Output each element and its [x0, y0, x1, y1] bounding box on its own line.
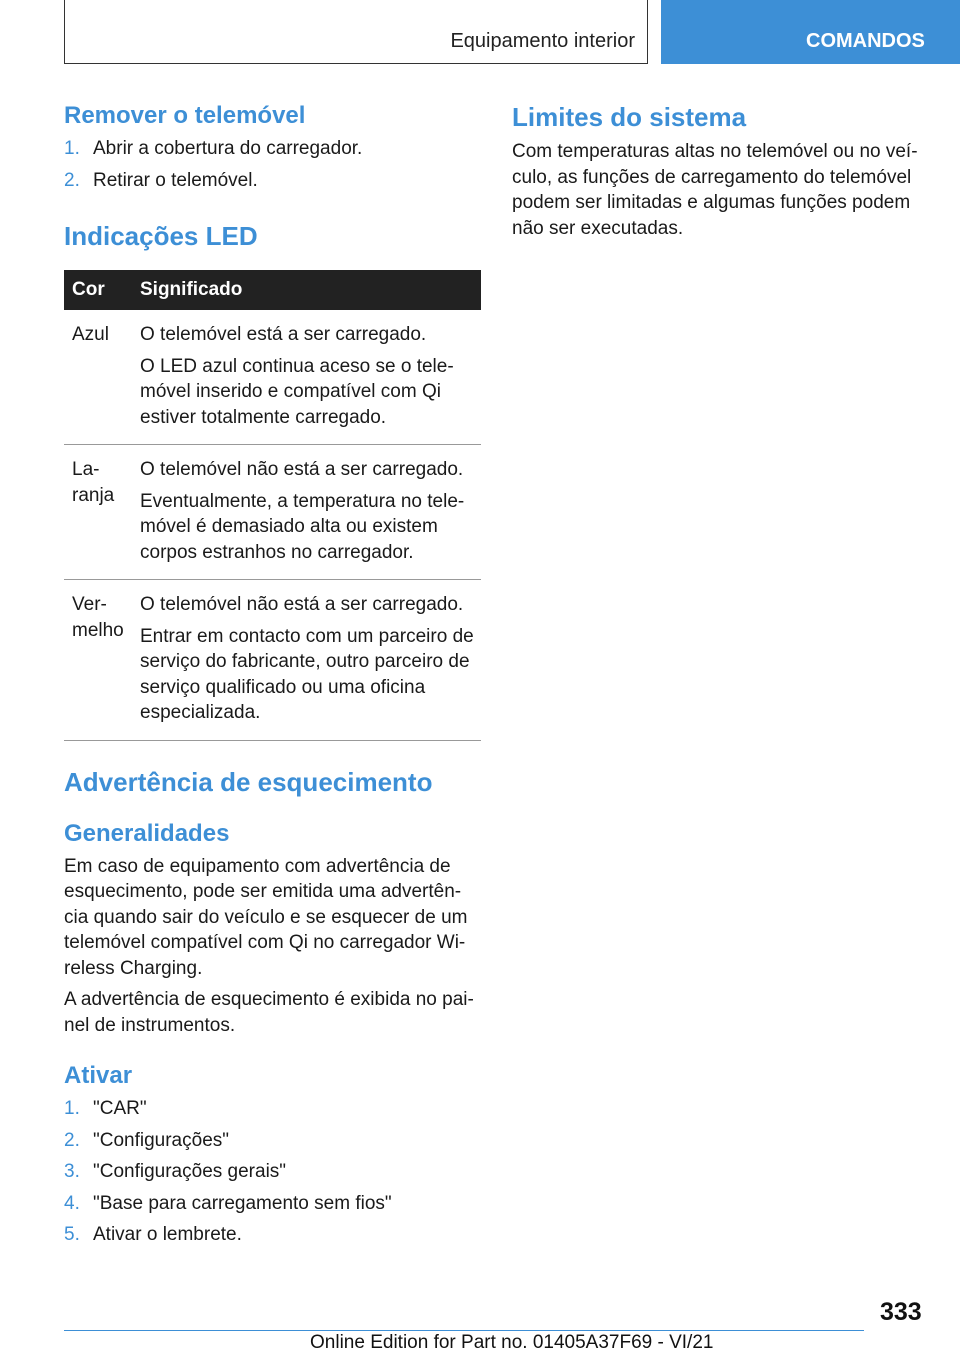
step-text: Abrir a cobertura do carregador.	[93, 138, 363, 159]
step-text: Retirar o telemóvel.	[93, 169, 258, 191]
step-text: Ativar o lembrete.	[93, 1224, 242, 1245]
table-header-row	[64, 270, 481, 310]
step-number: 3.	[64, 1161, 80, 1182]
table-row	[64, 580, 481, 741]
led-table	[64, 270, 481, 741]
page-number: 333	[880, 1298, 922, 1326]
activate-heading: Ativar	[64, 1062, 133, 1089]
header-chapter-tab: COMANDOS	[661, 0, 960, 64]
system-limits-heading: Limites do sistema	[512, 102, 747, 132]
step-number: 2.	[64, 1129, 80, 1151]
list-item	[64, 1191, 481, 1217]
step-number: 5.	[64, 1224, 80, 1245]
meaning-line: O LED azul continua aceso se o tele‐ móvel inserido e compatível com Qi estiver totalmente carregado.	[140, 355, 454, 428]
list-item	[64, 168, 481, 194]
footer-divider	[64, 1330, 864, 1331]
led-color-cell: La‐ ranja	[64, 445, 132, 580]
list-item	[64, 1159, 481, 1185]
meaning-line: Entrar em contacto com um parceiro de serviço do fabricante, outro parceiro de serviço qualificado ou uma oficina especializada.	[140, 625, 474, 723]
led-meaning-cell	[132, 445, 481, 580]
step-number: 4.	[64, 1192, 80, 1214]
list-item	[64, 1096, 481, 1122]
meaning-line: O telemóvel não está a ser carregado.	[140, 459, 464, 480]
led-meaning-cell	[132, 310, 481, 445]
header-section-title: Equipamento interior	[450, 30, 635, 52]
step-text: "Configurações gerais"	[93, 1161, 287, 1182]
column-header-meaning: Significado	[132, 270, 481, 310]
step-number: 2.	[64, 169, 80, 191]
step-text: "Configurações"	[93, 1129, 230, 1151]
general-paragraph-2: A advertência de esquecimento é exibida no pai‐ nel de instrumentos.	[64, 989, 474, 1036]
list-item	[64, 1222, 481, 1248]
led-color-cell: Azul	[64, 310, 132, 445]
general-heading: Generalidades	[64, 819, 230, 847]
forget-warning-heading: Advertência de esquecimento	[64, 766, 433, 797]
step-number: 1.	[64, 1098, 80, 1119]
general-paragraph-1: Em caso de equipamento com advertência de esquecimento, pode ser emitida uma advertên‐ cia quando sair do veículo e se esquecer de um telemóvel compatível com Qi no carregador Wi‐ reless Charging.	[64, 855, 468, 979]
remove-steps-list	[64, 136, 481, 193]
step-number: 1.	[64, 138, 80, 159]
led-color-cell: Ver‐ melho	[64, 580, 132, 741]
column-header-color: Cor	[64, 270, 132, 310]
led-meaning-cell	[132, 580, 481, 741]
meaning-line: Eventualmente, a temperatura no tele‐ móvel é demasiado alta ou existem corpos estranhos no carregador.	[140, 490, 465, 563]
footer-edition: Online Edition for Part no. 01405A37F69 - VI/21	[310, 1332, 714, 1353]
header-section-box	[64, 0, 648, 64]
right-column	[512, 102, 922, 241]
meaning-line: O telemóvel não está a ser carregado.	[140, 594, 464, 615]
activate-steps-list	[64, 1096, 481, 1248]
step-text: "CAR"	[93, 1098, 147, 1119]
table-row	[64, 445, 481, 580]
list-item	[64, 136, 481, 162]
system-limits-paragraph: Com temperaturas altas no telemóvel ou no veí‐ culo, as funções de carregamento do telemóvel podem ser limitadas e algumas funções podem não ser executadas.	[512, 141, 918, 239]
remove-phone-heading: Remover o telemóvel	[64, 102, 306, 129]
list-item	[64, 1128, 481, 1154]
left-column	[64, 102, 481, 1248]
led-indications-heading: Indicações LED	[64, 221, 258, 251]
step-text: "Base para carregamento sem fios"	[93, 1192, 392, 1214]
meaning-line: O telemóvel está a ser carregado.	[140, 324, 427, 345]
table-row	[64, 310, 481, 445]
